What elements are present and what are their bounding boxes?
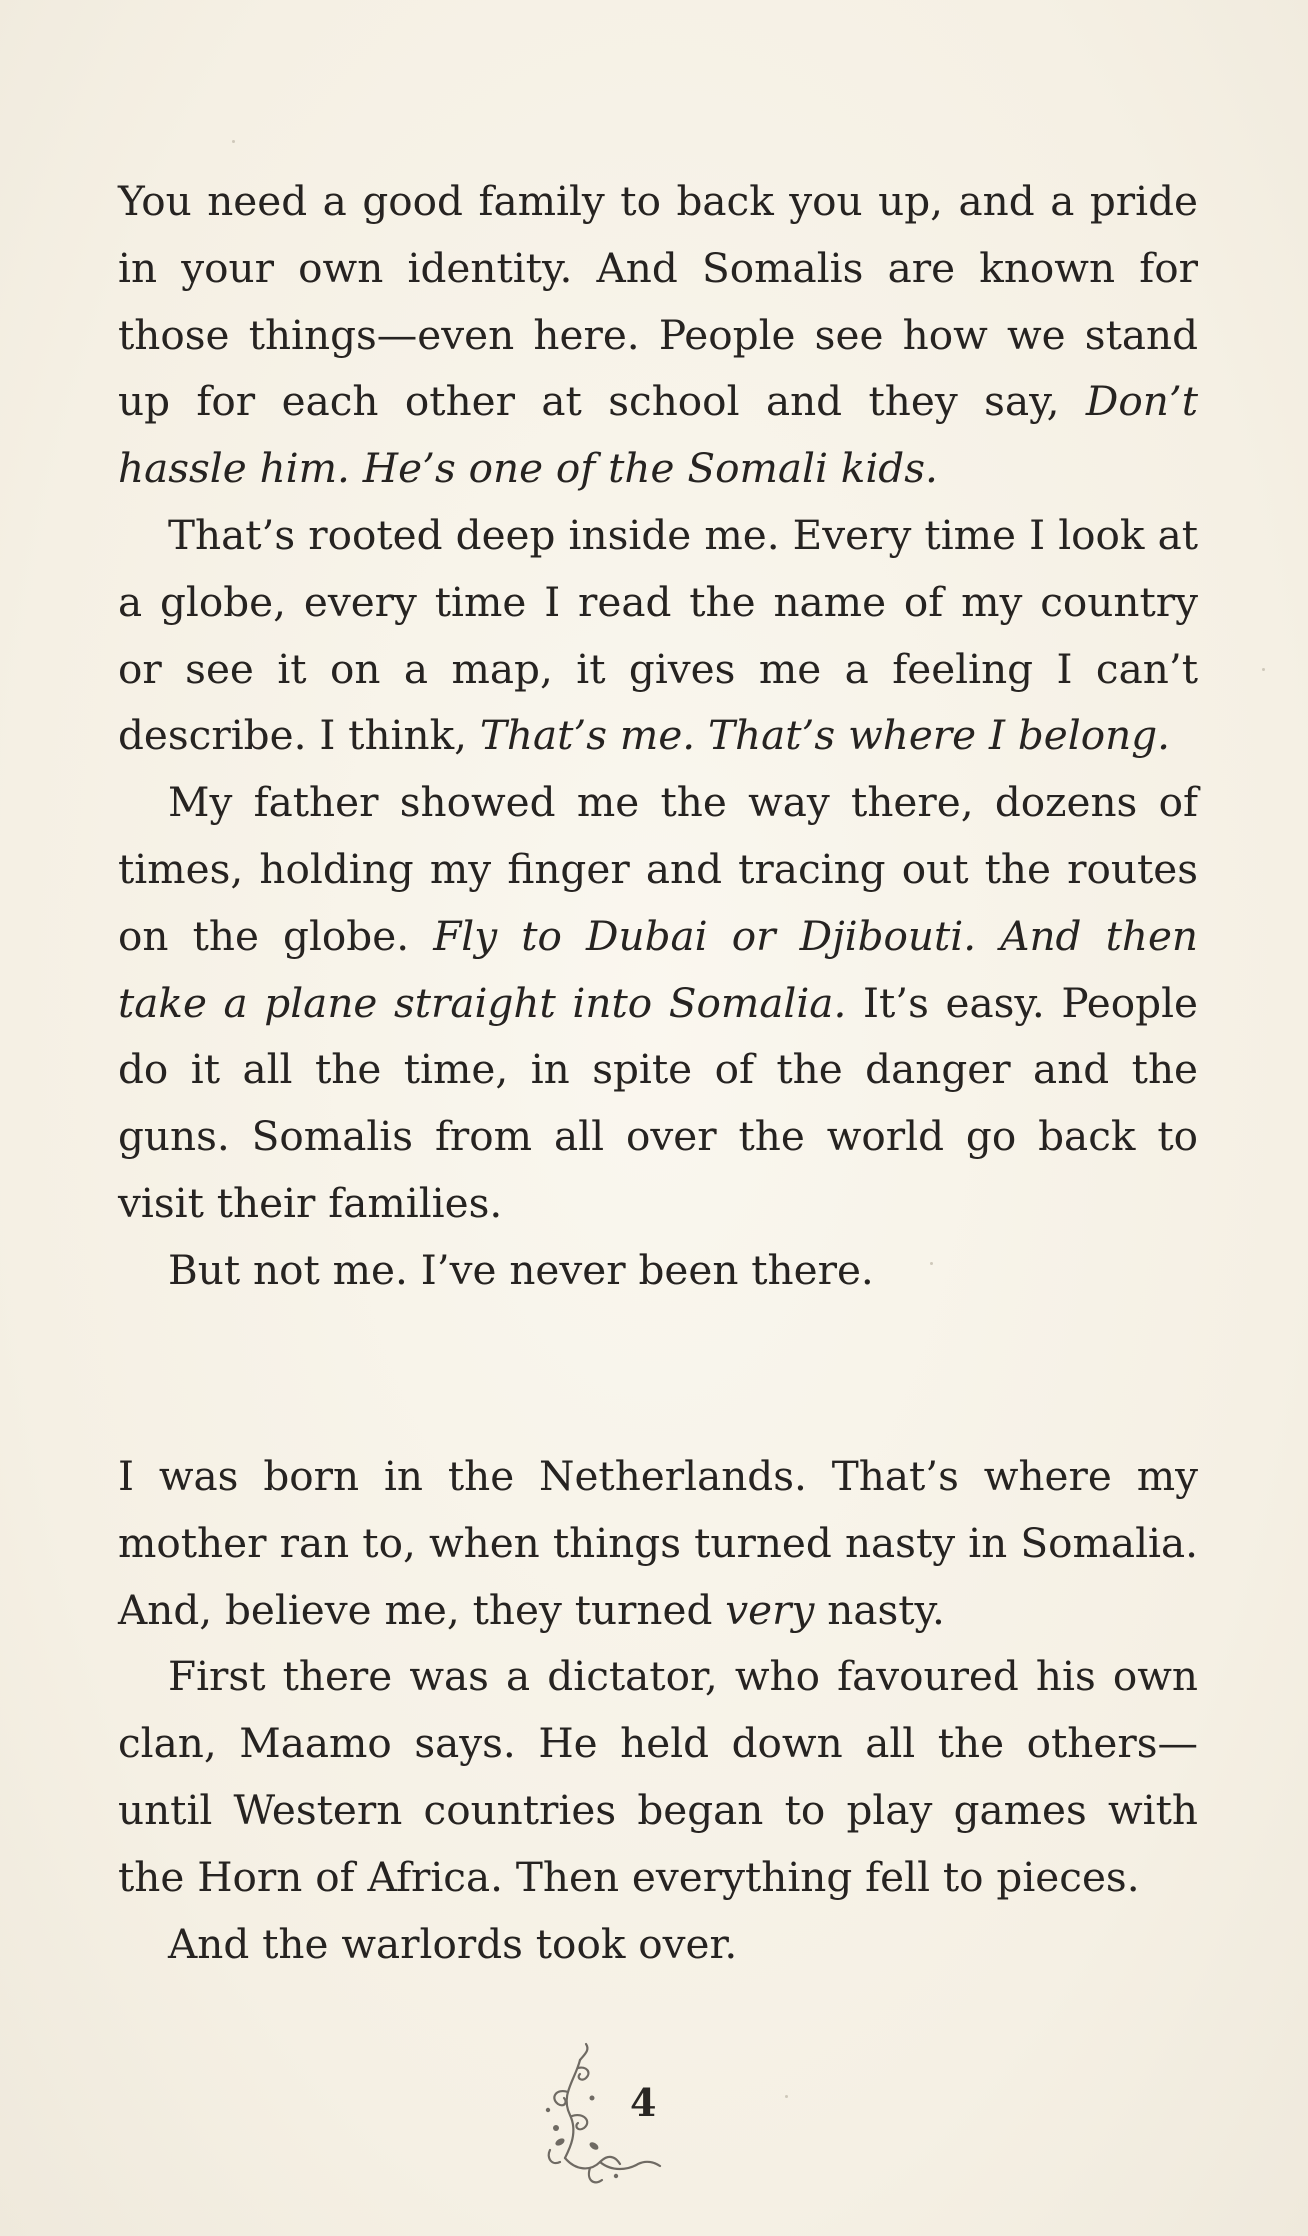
paragraph-text: That’s rooted deep inside me. Every time I look at a globe, every time I read the name of my country or see it on a map, it gives me a feeling I can’t describe. I think, bbox=[118, 510, 1198, 760]
paragraph bbox=[118, 769, 1198, 1237]
paper-speck bbox=[785, 2095, 788, 2098]
paragraph bbox=[118, 502, 1198, 769]
paragraph bbox=[118, 168, 1198, 502]
flourish-vine-icon bbox=[520, 2040, 720, 2190]
paragraph: But not me. I’ve never been there. bbox=[168, 1245, 874, 1294]
paragraph-text: You need a good family to back you up, and a pride in your own identity. And Somalis are known for those things—even here. People see how we stand up for each other at school and they say, bbox=[118, 177, 1198, 426]
italic-text: very bbox=[725, 1585, 815, 1634]
italic-text: That’s me. That’s where I belong. bbox=[479, 711, 1170, 760]
page-footer bbox=[520, 2040, 720, 2190]
section-one bbox=[118, 168, 1198, 1304]
paragraph: First there was a dictator, who favoured his own clan, Maamo says. He held down all the others—until Western countries began to play games with the Horn of Africa. Then everything fell to pieces. bbox=[118, 1652, 1198, 1901]
paper-speck bbox=[1262, 668, 1265, 671]
paragraph-text: I was born in the Netherlands. That’s where my mother ran to, when things turned nasty in Somalia. And, believe me, they turned bbox=[118, 1452, 1198, 1634]
paragraph: And the warlords took over. bbox=[168, 1919, 738, 1968]
paragraph bbox=[118, 1443, 1198, 1643]
paragraph-text: nasty. bbox=[814, 1585, 945, 1634]
italic-text: Fly to Dubai or Djibouti. And then take a plane straight into Somalia. bbox=[118, 911, 1198, 1027]
paper-speck bbox=[232, 140, 235, 143]
paragraph-text: It’s easy. People do it all the time, in spite of the danger and the guns. Somalis from all over the world go back to visit their families. bbox=[118, 978, 1199, 1227]
section-two bbox=[118, 1443, 1198, 1977]
italic-text: Don’t hassle him. He’s one of the Somali kids. bbox=[118, 377, 1198, 493]
page-number: 4 bbox=[630, 2080, 657, 2125]
paragraph-text: My father showed me the way there, dozens of times, holding my finger and tracing out the routes on the globe. bbox=[118, 778, 1198, 960]
